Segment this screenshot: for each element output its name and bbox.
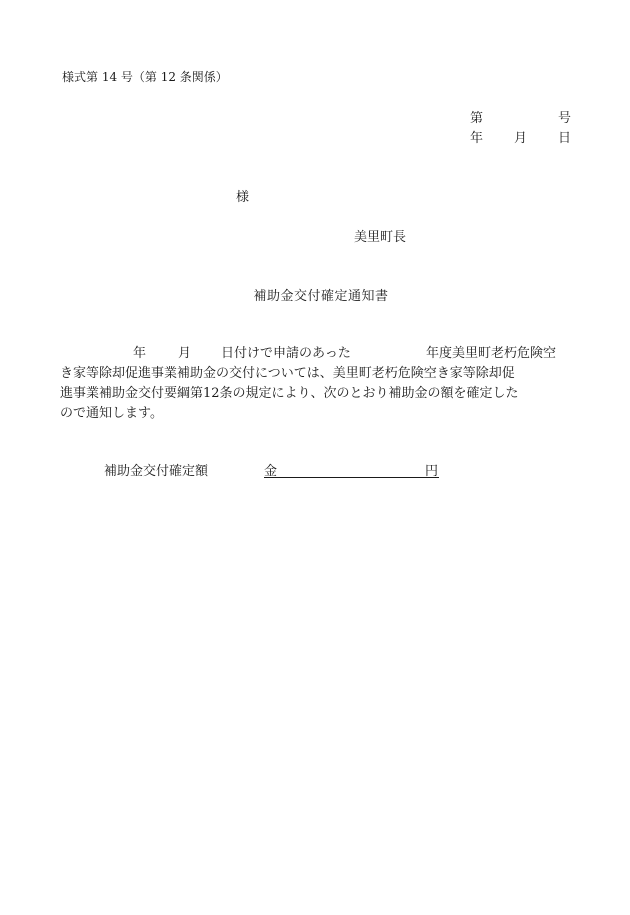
body-month: 月 [178, 346, 192, 361]
date-year: 年 [470, 131, 484, 146]
document-title-text: 補助金交付確定通知書 [253, 289, 389, 304]
date-month: 月 [514, 131, 528, 146]
body-line-4 [60, 404, 576, 424]
body-line-4-text: ので通知します。 [60, 406, 163, 421]
form-number-label: 様式第 14 号（第 12 条関係） [62, 70, 228, 84]
amount-prefix: 金 [264, 464, 278, 479]
body-line-3-text: 進事業補助金交付要綱第12条の規定により、次のとおり補助金の額を確定した [60, 386, 519, 401]
body-year: 年 [133, 346, 147, 361]
body-line-2 [60, 364, 576, 384]
issuer: 美里町長 [354, 230, 407, 245]
date-day: 日 [558, 131, 572, 146]
amount-underline [264, 477, 439, 478]
confirmed-amount-row [104, 460, 444, 480]
body-fiscal-text: 年度美里町老朽危険空 [426, 346, 557, 361]
body-line-2-text: き家等除却促進事業補助金の交付については、美里町老朽危険空き家等除却促 [60, 366, 515, 381]
body-line-3 [60, 384, 576, 404]
amount-label: 補助金交付確定額 [104, 464, 209, 479]
number-prefix: 第 [470, 111, 484, 126]
document-title [0, 285, 630, 304]
body-paragraph [60, 344, 576, 424]
body-line-1 [60, 344, 576, 364]
number-suffix: 号 [558, 111, 572, 126]
amount-unit: 円 [425, 464, 439, 479]
body-day-text: 日付けで申請のあった [221, 346, 351, 361]
addressee: 様 [236, 190, 250, 205]
